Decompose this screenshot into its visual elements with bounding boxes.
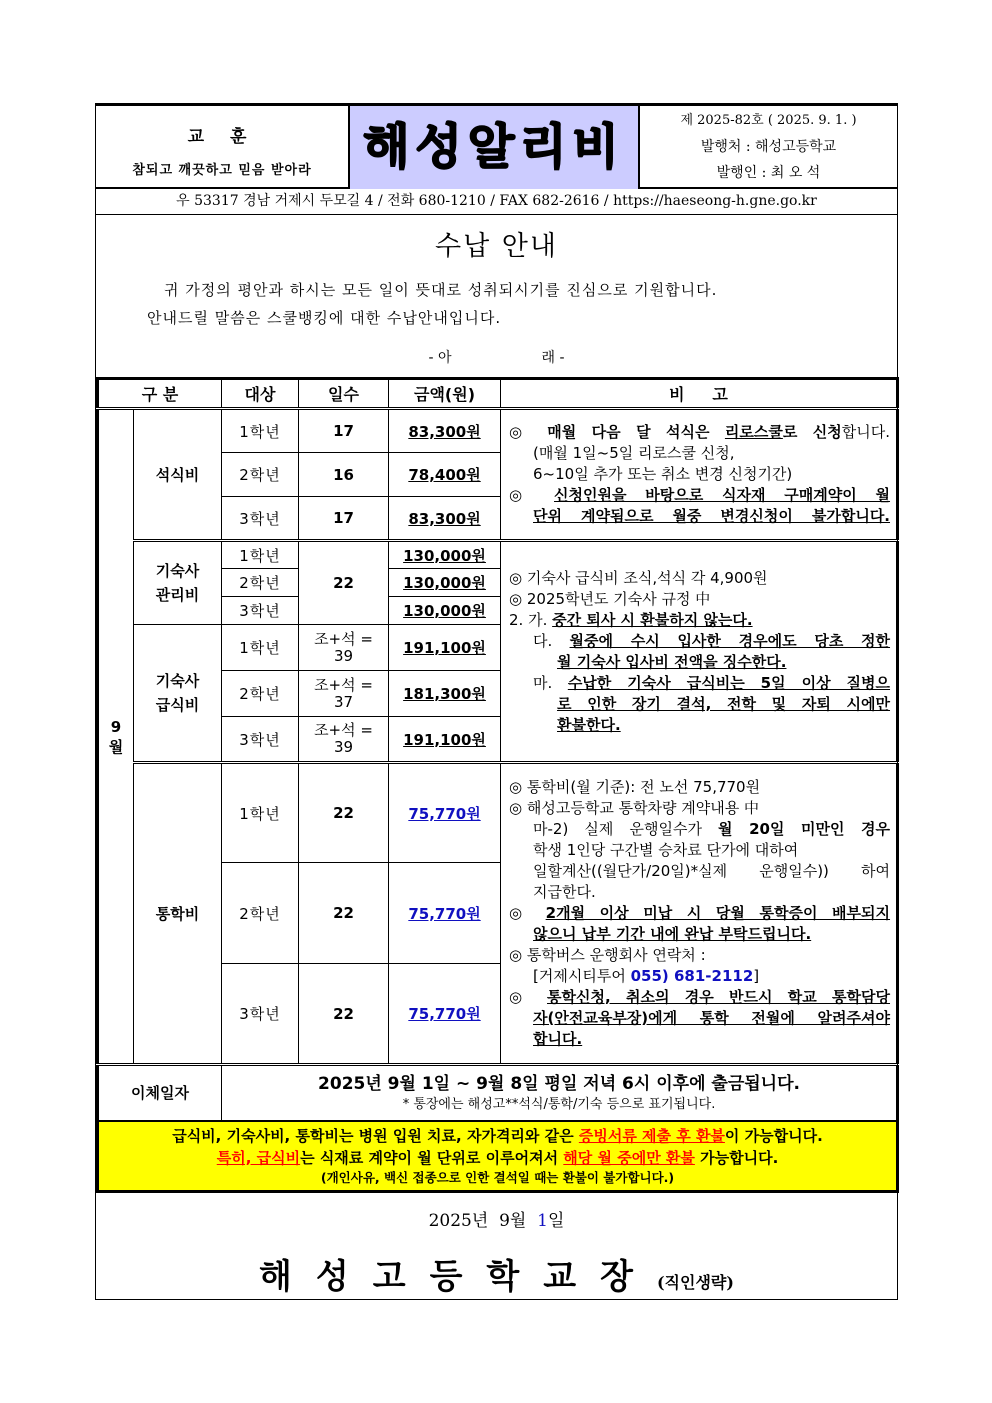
table-row <box>98 763 898 863</box>
category-dorm-fee: 기숙사 관리비 <box>134 541 222 625</box>
grade-cell: 2학년 <box>222 453 299 497</box>
month-number: 9 <box>110 717 122 736</box>
refund-line-3: (개인사유, 백신 접종으로 인한 결석일 때는 환불이 불가합니다.) <box>320 1169 675 1185</box>
days-cell: 22 <box>299 964 389 1065</box>
issue-date: 2025년 9월 1일 <box>428 1211 565 1231</box>
category-dinner: 석식비 <box>134 409 222 541</box>
below-left: - 아 <box>428 350 452 366</box>
days-cell: 17 <box>299 409 389 453</box>
days-cell: 조+석 = 39 <box>299 717 389 763</box>
days-cell: 22 <box>299 541 389 625</box>
below-marker <box>96 347 897 367</box>
days-cell: 조+석 = 37 <box>299 671 389 717</box>
grade-cell: 1학년 <box>222 763 299 863</box>
grade-cell: 1학년 <box>222 409 299 453</box>
motto-label: 교 훈 <box>187 127 257 147</box>
greeting-line-1: 귀 가정의 평안과 하시는 모든 일이 뜻대로 성취되시기를 진심으로 기원합니다. <box>164 281 718 299</box>
seal-note: (직인생략) <box>656 1273 734 1292</box>
refund-line-2: 특히, 급식비는 식재료 계약이 월 단위로 이루어져서 해당 월 중에만 환불 가능합니다. <box>216 1148 779 1167</box>
days-cell: 22 <box>299 763 389 863</box>
amount-cell: 130,000원 <box>389 569 501 597</box>
grade-cell: 3학년 <box>222 497 299 541</box>
transfer-label: 이체일자 <box>98 1065 222 1121</box>
amount-cell: 75,770원 <box>389 863 501 964</box>
grade-cell: 2학년 <box>222 671 299 717</box>
days-cell: 조+석 = 39 <box>299 625 389 671</box>
category-dorm-meal: 기숙사 급식비 <box>134 625 222 763</box>
amount-cell: 75,770원 <box>389 763 501 863</box>
transfer-info <box>222 1065 898 1121</box>
transfer-row <box>98 1065 898 1121</box>
amount-cell: 181,300원 <box>389 671 501 717</box>
issue-number: 제 2025-82호 ( 2025. 9. 1. ) <box>680 113 857 128</box>
days-cell: 17 <box>299 497 389 541</box>
col-header-days: 일수 <box>299 379 389 409</box>
days-cell: 16 <box>299 453 389 497</box>
issuer: 발행인 : 최 오 석 <box>716 165 821 181</box>
days-cell: 22 <box>299 863 389 964</box>
col-header-notes: 비 고 <box>501 379 898 409</box>
grade-cell: 3학년 <box>222 717 299 763</box>
amount-cell: 83,300원 <box>389 409 501 453</box>
bus-notes: ◎ 통학비(월 기준): 전 노선 75,770원 ◎ 해성고등학교 통학차량 계약내용 中 마-2) 실제 운행일수가 월 20일 미만인 경우 학생 1인당 구간별 승차료 단가에 대하여 일할계산((월단가/20일)*실제 운행일수)) 하여 지급한다. ◎ 2개월 이상 미납 시 당월 통학증이 배부되지 않으니 납부 기간 내에 완납 부탁드립니다. ◎ 통학버스 운행회사 연락처 : [거제시티투어 055) 681-2112] ◎ 통학신청, 취소의 경우 반드시 학교 통학담당 자(안전교육부장)에게 통학 전월에 알려주셔야 합니다. <box>501 763 898 1065</box>
amount-cell: 130,000원 <box>389 541 501 569</box>
issue-info <box>640 106 897 189</box>
grade-cell: 3학년 <box>222 597 299 625</box>
school-motto <box>96 106 350 189</box>
category-bus: 통학비 <box>134 763 222 1065</box>
amount-cell: 130,000원 <box>389 597 501 625</box>
table-row <box>98 541 898 569</box>
amount-cell: 191,100원 <box>389 625 501 671</box>
publisher: 발행처 : 해성고등학교 <box>700 139 837 155</box>
grade-cell: 2학년 <box>222 569 299 597</box>
newsletter-title-box <box>350 106 640 189</box>
month-cell <box>98 409 134 1065</box>
letterhead <box>96 104 897 189</box>
transfer-date: 2025년 9월 1일 ~ 9월 8일 평일 저녁 6시 이후에 출금됩니다. <box>318 1073 800 1094</box>
grade-cell: 3학년 <box>222 964 299 1065</box>
amount-cell: 78,400원 <box>389 453 501 497</box>
refund-line-1: 급식비, 기숙사비, 통학비는 병원 입원 치료, 자가격리와 같은 증빙서류 제출 후 환불이 가능합니다. <box>172 1126 823 1145</box>
notice-page <box>95 103 898 1300</box>
notice-title: 수납 안내 <box>435 231 558 262</box>
principal-signature: 해성고등학교장(직인생략) <box>259 1257 734 1297</box>
transfer-note: * 통장에는 해성고**석식/통학/기숙 등으로 표기됩니다. <box>402 1096 716 1112</box>
address-bar: 우 53317 경남 거제시 두모길 4 / 전화 680-1210 / FAX 682-2616 / https://haeseong-h.gne.go.kr <box>96 189 897 215</box>
col-header-amount: 금액(원) <box>389 379 501 409</box>
table-row <box>98 409 898 453</box>
amount-cell: 75,770원 <box>389 964 501 1065</box>
grade-cell: 2학년 <box>222 863 299 964</box>
payment-table <box>96 377 899 1193</box>
grade-cell: 1학년 <box>222 541 299 569</box>
col-header-target: 대상 <box>222 379 299 409</box>
below-right: 래 - <box>541 350 565 366</box>
dorm-notes: ◎ 기숙사 급식비 조식,석식 각 4,900원 ◎ 2025학년도 기숙사 규정 中 2. 가. 중간 퇴사 시 환불하지 않는다. 다. 월중에 수시 입사한 경우에도 당초 정한 월 기숙사 입사비 전액을 징수한다. 마. 수납한 기숙사 급식비는 5일 이상 질병으 로 인한 장기 결석, 전학 및 자퇴 시에만 환불한다. <box>501 541 898 763</box>
col-header-category: 구 분 <box>98 379 222 409</box>
table-header-row <box>98 379 898 409</box>
dinner-notes: ◎ 매월 다음 달 석식은 리로스쿨로 신청합니다. (매월 1일~5일 리로스쿨 신청, 6~10일 추가 또는 취소 변경 신청기간) ◎ 신청인원을 바탕으로 식자재 구매계약이 월 단위 계약됨으로 월중 변경신청이 불가합니다. <box>501 409 898 541</box>
motto-text: 참되고 깨끗하고 믿음 받아라 <box>132 163 312 178</box>
greeting-line-2: 안내드릴 말씀은 스쿨뱅킹에 대한 수납안내입니다. <box>147 309 502 327</box>
newsletter-title: 해성알리비 <box>363 119 625 175</box>
refund-row <box>98 1121 898 1192</box>
amount-cell: 83,300원 <box>389 497 501 541</box>
grade-cell: 1학년 <box>222 625 299 671</box>
month-unit: 월 <box>108 737 124 756</box>
amount-cell: 191,100원 <box>389 717 501 763</box>
refund-notice <box>98 1121 898 1192</box>
